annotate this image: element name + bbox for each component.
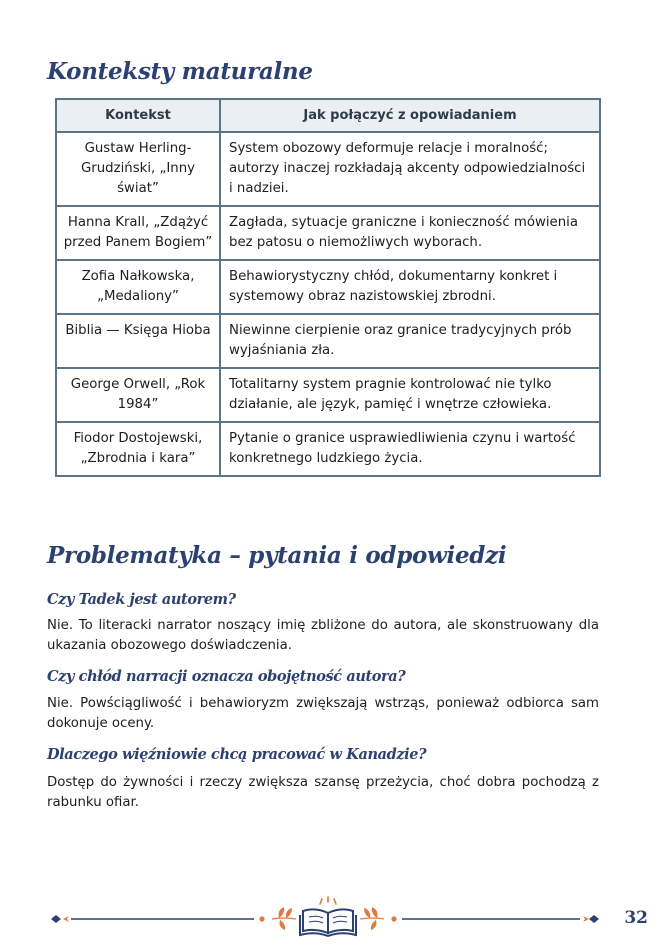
table-row	[56, 314, 600, 368]
answer-text: Nie. To literacki narrator noszący imię zbliżone do autora, ale skonstruowany dla ukazania obozowego doświadczenia.	[47, 618, 599, 653]
context-cell: George Orwell, „Rok 1984”	[56, 368, 220, 422]
leaf-icon	[360, 907, 384, 930]
context-cell: Zofia Nałkowska, „Medaliony”	[56, 260, 220, 314]
question-heading: Czy chłód narracji oznacza obojętność autora?	[47, 668, 406, 685]
page-number: 32	[624, 908, 648, 928]
answer-text: Dostęp do żywności i rzeczy zwiększa szansę przeżycia, choć dobra pochodzą z rabunku ofiar.	[47, 775, 599, 810]
dot-icon	[391, 916, 396, 921]
column-header-connection: Jak połączyć z opowiadaniem	[220, 99, 600, 132]
table-row	[56, 422, 600, 476]
section-title-problems: Problematyka – pytania i odpowiedzi	[47, 542, 507, 569]
connection-cell: Totalitarny system pragnie kontrolować nie tylko działanie, ale język, pamięć i wnętrze człowieka.	[220, 368, 600, 422]
section-title-contexts: Konteksty maturalne	[47, 58, 313, 85]
footer-ornament	[0, 895, 660, 945]
open-book-icon	[300, 897, 356, 936]
context-cell: Hanna Krall, „Zdążyć przed Panem Bogiem”	[56, 206, 220, 260]
dot-icon	[259, 916, 264, 921]
table-row	[56, 368, 600, 422]
connection-cell: Behawiorystyczny chłód, dokumentarny konkret i systemowy obraz nazistowskiej zbrodni.	[220, 260, 600, 314]
connection-cell: System obozowy deformuje relacje i moralność; autorzy inaczej rozkładają akcenty odpowiedzialności i nadziei.	[220, 132, 600, 206]
diamond-icon	[589, 915, 599, 923]
answer-text: Nie. Powściągliwość i behawioryzm zwiększają wstrząs, ponieważ odbiorca sam dokonuje oceny.	[47, 696, 599, 731]
contexts-table	[55, 98, 601, 477]
connection-cell: Pytanie o granice usprawiedliwienia czynu i wartość konkretnego ludzkiego życia.	[220, 422, 600, 476]
table-row	[56, 260, 600, 314]
context-cell: Fiodor Dostojewski, „Zbrodnia i kara”	[56, 422, 220, 476]
connection-cell: Zagłada, sytuacje graniczne i konieczność mówienia bez patosu o niemożliwych wyborach.	[220, 206, 600, 260]
context-cell: Biblia — Księga Hioba	[56, 314, 220, 368]
table-header-row	[56, 99, 600, 132]
context-cell: Gustaw Herling-Grudziński, „Inny świat”	[56, 132, 220, 206]
arrow-icon	[63, 916, 69, 922]
diamond-icon	[51, 915, 61, 923]
connection-cell: Niewinne cierpienie oraz granice tradycyjnych prób wyjaśniania zła.	[220, 314, 600, 368]
question-heading: Dlaczego więźniowie chcą pracować w Kanadzie?	[47, 746, 427, 763]
column-header-context: Kontekst	[56, 99, 220, 132]
leaf-icon	[272, 907, 296, 930]
table-row	[56, 206, 600, 260]
arrow-icon	[583, 916, 589, 922]
question-heading: Czy Tadek jest autorem?	[47, 591, 236, 608]
table-row	[56, 132, 600, 206]
